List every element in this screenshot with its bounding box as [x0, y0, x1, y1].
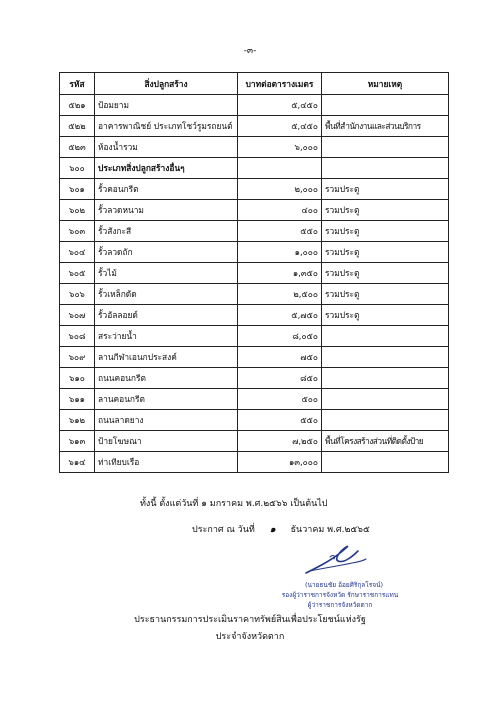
row-price: ๗๕๐: [238, 347, 322, 368]
table-row: [60, 410, 449, 431]
announce-suffix: ธันวาคม พ.ศ.๒๕๖๕: [290, 525, 370, 535]
row-price: ๘,๐๕๐: [238, 326, 322, 347]
row-structure: ห้องน้ำรวม: [95, 137, 238, 158]
row-structure: รั้วอัลลอยด์: [95, 305, 238, 326]
price-table: [59, 72, 449, 473]
row-code: ๖๑๐: [60, 368, 95, 389]
table-row: [60, 179, 449, 200]
announce-day: ๑: [269, 525, 276, 535]
row-price: ๕๕๐: [238, 221, 322, 242]
row-price: [238, 158, 322, 179]
table-row: [60, 452, 449, 473]
row-note: รวมประตู: [322, 179, 449, 200]
header-note: หมายเหตุ: [322, 73, 449, 95]
row-note: [322, 410, 449, 431]
row-structure: รั้วเหล็กดัด: [95, 284, 238, 305]
header-price: บาทต่อตารางเมตร: [238, 73, 322, 95]
table-row: [60, 284, 449, 305]
row-code: ๖๐๑: [60, 179, 95, 200]
row-code: ๖๐๗: [60, 305, 95, 326]
row-note: [322, 137, 449, 158]
row-code: ๖๑๑: [60, 389, 95, 410]
row-price: ๑,๐๐๐: [238, 242, 322, 263]
row-structure: รั้วลวดหนาม: [95, 200, 238, 221]
row-structure: สระว่ายน้ำ: [95, 326, 238, 347]
table-header-row: [60, 73, 449, 95]
row-price: ๕๕๐: [238, 410, 322, 431]
row-code: ๖๐๕: [60, 263, 95, 284]
row-structure: รั้วลวดถัก: [95, 242, 238, 263]
row-note: [322, 347, 449, 368]
row-price: ๕,๔๕๐: [238, 95, 322, 116]
position-line-2: ประจำจังหวัดตาก: [215, 632, 285, 642]
row-note: [322, 158, 449, 179]
row-note: รวมประตู: [322, 263, 449, 284]
row-code: ๖๐๘: [60, 326, 95, 347]
row-code: ๖๑๒: [60, 410, 95, 431]
row-structure: รั้วไม้: [95, 263, 238, 284]
table-row: [60, 158, 449, 179]
header-code: รหัส: [60, 73, 95, 95]
row-price: ๖,๐๐๐: [238, 137, 322, 158]
row-code: ๖๐๔: [60, 242, 95, 263]
table-row: [60, 116, 449, 137]
row-price: ๑,๓๕๐: [238, 263, 322, 284]
row-note: รวมประตู: [322, 242, 449, 263]
row-note: พื้นที่โครงสร้างส่วนที่ติดตั้งป้าย: [322, 431, 449, 452]
effective-date-text: ทั้งนี้ ตั้งแต่วันที่ ๑ มกราคม พ.ศ.๒๕๖๖ เป็นต้นไป: [140, 499, 328, 509]
row-price: ๑๓,๐๐๐: [238, 452, 322, 473]
row-structure: ถนนคอนกรีต: [95, 368, 238, 389]
row-structure: ถนนลาดยาง: [95, 410, 238, 431]
row-note: [322, 326, 449, 347]
row-note: [322, 452, 449, 473]
row-price: ๘๕๐: [238, 368, 322, 389]
row-code: ๖๐๖: [60, 284, 95, 305]
table-row: [60, 305, 449, 326]
row-note: พื้นที่สำนักงานและส่วนบริการ: [322, 116, 449, 137]
position-line-1: ประธานกรรมการประเมินราคาทรัพย์สินเพื่อประโยชน์แห่งรัฐ: [134, 615, 366, 625]
row-structure: รั้วสังกะสี: [95, 221, 238, 242]
row-note: [322, 95, 449, 116]
row-code: ๕๒๒: [60, 116, 95, 137]
table-row: [60, 200, 449, 221]
table-row: [60, 263, 449, 284]
row-code: ๕๒๑: [60, 95, 95, 116]
row-structure: ป้ายโฆษณา: [95, 431, 238, 452]
table-row: [60, 326, 449, 347]
table-row: [60, 431, 449, 452]
row-note: [322, 368, 449, 389]
row-code: ๖๐๓: [60, 221, 95, 242]
row-structure: อาคารพาณิชย์ ประเภทโชว์รูมรถยนต์: [95, 116, 238, 137]
row-note: [322, 389, 449, 410]
table-row: [60, 347, 449, 368]
row-code: ๖๑๔: [60, 452, 95, 473]
table-row: [60, 221, 449, 242]
row-note: รวมประตู: [322, 221, 449, 242]
signer-title-2: ผู้ว่าราชการจังหวัดตาก: [307, 601, 373, 609]
signer-block: [230, 580, 450, 610]
table-row: [60, 242, 449, 263]
table-row: [60, 137, 449, 158]
row-price: ๗,๒๕๐: [238, 431, 322, 452]
row-note: รวมประตู: [322, 200, 449, 221]
row-structure: ลานคอนกรีต: [95, 389, 238, 410]
header-structure: สิ่งปลูกสร้าง: [95, 73, 238, 95]
row-structure: รั้วคอนกรีต: [95, 179, 238, 200]
row-note: รวมประตู: [322, 305, 449, 326]
row-price: ๒,๕๐๐: [238, 284, 322, 305]
row-code: ๖๐๒: [60, 200, 95, 221]
row-price: ๕,๔๕๐: [238, 116, 322, 137]
table-row: [60, 368, 449, 389]
row-price: ๕๐๐: [238, 389, 322, 410]
announcement-date: [192, 522, 370, 536]
signer-title-1: รองผู้ว่าราชการจังหวัด รักษาราชการแทน: [281, 591, 399, 599]
row-structure: ลานกีฬาเอนกประสงค์: [95, 347, 238, 368]
row-price: ๕,๗๕๐: [238, 305, 322, 326]
row-price: ๔๐๐: [238, 200, 322, 221]
announce-prefix: ประกาศ ณ วันที่: [192, 525, 255, 535]
table-row: [60, 95, 449, 116]
row-code: ๕๒๓: [60, 137, 95, 158]
row-code: ๖๑๓: [60, 431, 95, 452]
row-price: ๒,๐๐๐: [238, 179, 322, 200]
table-row: [60, 389, 449, 410]
row-structure: ป้อมยาม: [95, 95, 238, 116]
signer-name: (นายธนชัย อ้อยศิริกุลโรจน์): [304, 581, 384, 589]
row-code: ๖๐๐: [60, 158, 95, 179]
signature-image: [300, 537, 370, 579]
row-code: ๖๐๙: [60, 347, 95, 368]
row-structure: ประเภทสิ่งปลูกสร้างอื่นๆ: [95, 158, 238, 179]
row-note: รวมประตู: [322, 284, 449, 305]
page-number: -๓-: [243, 46, 257, 56]
row-structure: ท่าเทียบเรือ: [95, 452, 238, 473]
